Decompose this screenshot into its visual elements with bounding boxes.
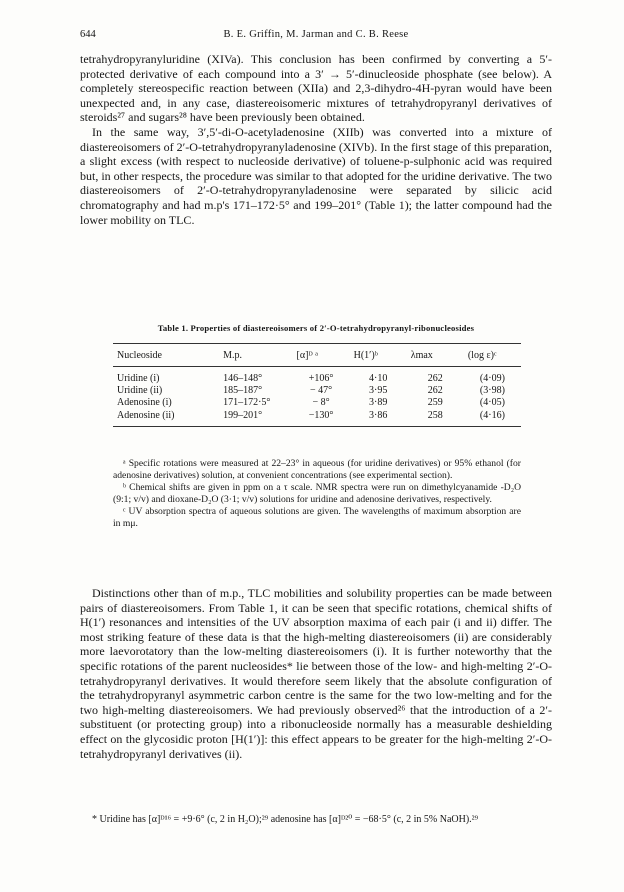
table-row [113, 367, 521, 385]
col-header-log-e: (log ε)ᶜ [464, 344, 521, 367]
cell-h1: 4·10 [369, 373, 388, 384]
page-number: 644 [80, 29, 96, 40]
table-row [113, 385, 521, 397]
cell-rotation: − 8° [312, 397, 330, 409]
paragraph-2: In the same way, 3′,5′-di-O-acetyladenosine (XIIb) was converted into a mixture of diastereoisomers of 2′-O-tetrahydropyranyladenosine (XIVb). In the first stage of this preparation, a slight excess (with respect to nucleoside derivative) of toluene-p-sulphonic acid was required but, in other respects, the procedure was similar to that adopted for the uridine derivative. The two diastereoisomers of 2′-O-tetrahydropyranyladenosine were separated by silicic acid chromatography and had m.p's 171–172·5° and 199–201° (Table 1); the latter compound had the lower mobility on TLC. [80, 124, 552, 227]
cell-mp: 185–187° [223, 385, 263, 397]
table-footnotes [113, 458, 521, 531]
cell-mp: 146–148° [223, 373, 263, 384]
cell-lambda: 262 [427, 385, 443, 397]
cell-nucleoside: Uridine (ii) [117, 385, 163, 397]
col-header-rotation: [α]ᴰ ᵃ [293, 344, 350, 367]
paragraph-1: tetrahydropyranyluridine (XIVa). This conclusion has been confirmed by converting a 5′-protected derivative of each compound into a 3′ → 5′-dinucleoside phosphate (see below). A completely stereospecific reaction between (XIIa) and 2,3-dihydro-4H-pyran would have been unexpected and, in any case, diastereoisomeric mixtures of tetrahydropyranyl derivatives of steroids²⁷ and sugars²⁸ have been previously been obtained. [80, 52, 552, 125]
col-header-mp: M.p. [219, 344, 292, 367]
table-row [113, 409, 521, 426]
cell-h1: 3·95 [369, 385, 388, 397]
text-block-bottom [80, 586, 552, 761]
cell-nucleoside: Adenosine (ii) [113, 409, 219, 426]
table-header-row [113, 344, 521, 367]
cell-rotation: −130° [293, 409, 350, 426]
cell-rotation: − 47° [310, 385, 333, 397]
cell-h1: 3·86 [350, 409, 407, 426]
table-row [113, 397, 521, 409]
properties-table [113, 343, 521, 427]
table-footnote-c: ᶜ UV absorption spectra of aqueous solutions are given. The wavelengths of maximum absorption are in mμ. [113, 506, 521, 529]
running-header-authors: B. E. Griffin, M. Jarman and C. B. Reese [223, 29, 409, 40]
table-caption: Table 1. Properties of diastereoisomers of 2′-O-tetrahydropyranyl-ribonucleosides [157, 323, 475, 333]
cell-nucleoside: Uridine (i) [117, 373, 160, 384]
cell-log-e: (3·98) [479, 385, 505, 397]
page-footnote: * Uridine has [α]ᴰ¹⁶ = +9·6° (c, 2 in H₂O);²⁹ adenosine has [α]ᴰ²⁰ = −68·5° (c, 2 in 5% NaOH).²⁹ [92, 814, 479, 825]
cell-nucleoside: Adenosine (i) [117, 397, 172, 409]
cell-mp: 171–172·5° [223, 397, 271, 409]
col-header-nucleoside: Nucleoside [113, 344, 219, 367]
cell-log-e: (4·05) [479, 397, 505, 409]
cell-lambda: 262 [427, 373, 443, 384]
table-footnote-b: ᵇ Chemical shifts are given in ppm on a τ scale. NMR spectra were run on dimethylcyanamide -D₂O (9:1; v/v) and dioxane-D₂O (3·1; v/v) solutions for uridine and adenosine derivatives, respectively. [113, 482, 521, 505]
col-header-h1: H(1′)ᵇ [350, 344, 407, 367]
cell-log-e: (4·16) [464, 409, 521, 426]
cell-rotation: +106° [308, 373, 334, 384]
cell-lambda: 258 [407, 409, 464, 426]
running-header [80, 29, 552, 45]
text-block-top [80, 52, 552, 227]
cell-log-e: (4·09) [479, 373, 505, 384]
cell-mp: 199–201° [219, 409, 292, 426]
cell-h1: 3·89 [369, 397, 388, 409]
paragraph-3: Distinctions other than of m.p., TLC mobilities and solubility properties can be made between pairs of diastereoisomers. From Table 1, it can be seen that specific rotations, chemical shifts of H(1′) resonances and intensities of the UV absorption maxima of each pair (i and ii) differ. The most striking feature of these data is that the high-melting diastereoisomers (ii) are considerably more laevorotatory than the low-melting diastereoisomers (i). It is further noteworthy that the specific rotations of the parent nucleosides* lie between those of the low- and high-melting 2′-O-tetrahydropyranyl derivatives. It would therefore seem likely that the absolute configuration of the tetrahydropyranyl asymmetric carbon centre is the same for the two low-melting and for the two high-melting diastereoisomers. We had previously observed²⁶ that the introduction of a 2′-substituent (or protecting group) into a ribonucleoside normally has a measurable deshielding effect on the glycosidic proton [H(1′)]: this effect appears to be greater for the high-melting 2′-O-tetrahydropyranyl derivatives (ii). [80, 586, 552, 761]
cell-lambda: 259 [427, 397, 443, 409]
table-footnote-a: ᵃ Specific rotations were measured at 22–23° in aqueous (for uridine derivatives) or 95% ethanol (for adenosine derivatives) solution, at convenient concentrations (see experimental section). [113, 458, 521, 481]
col-header-lambda: λmax [407, 344, 464, 367]
